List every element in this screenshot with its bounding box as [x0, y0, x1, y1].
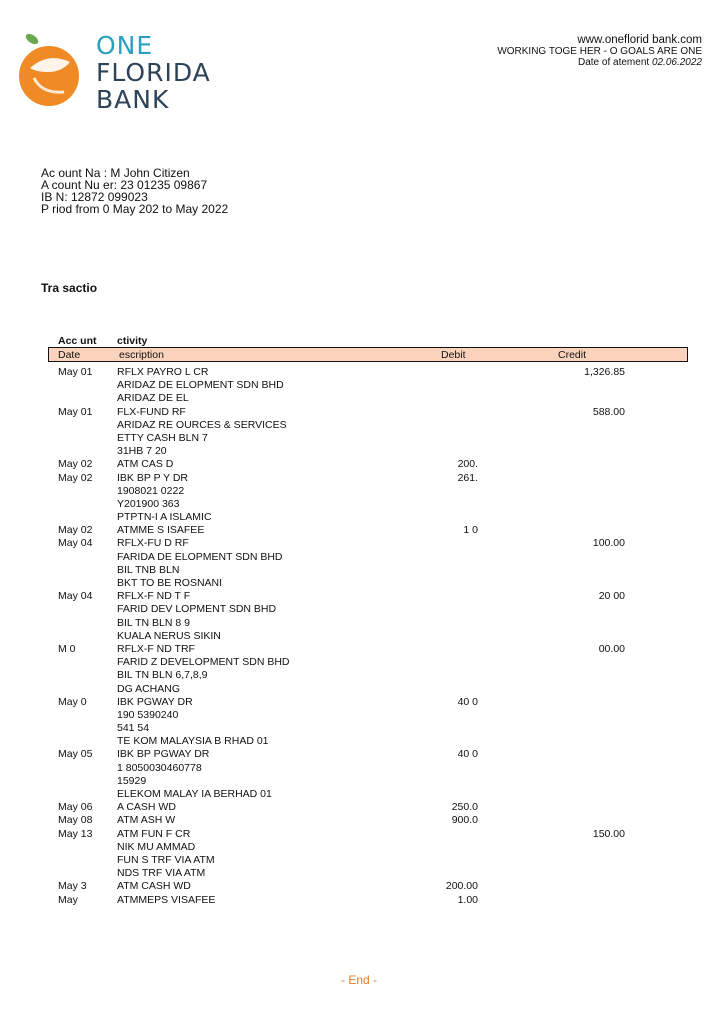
- group-header-activity: ctivity: [117, 335, 148, 347]
- table-row: [0, 748, 718, 761]
- row-debit: 200.: [457, 458, 478, 471]
- row-description: FLX-FUND RF: [117, 405, 186, 418]
- account-iban: IB N: 12872 099023: [41, 190, 148, 204]
- row-description: 31HB 7 20: [117, 445, 167, 458]
- table-row: [0, 603, 718, 616]
- table-row: [0, 683, 718, 696]
- row-date: May 3: [58, 880, 87, 893]
- table-row: [0, 366, 718, 379]
- row-date: May 02: [58, 524, 93, 537]
- row-description: DG ACHANG: [117, 682, 181, 695]
- account-name: Ac ount Na : M John Citizen: [41, 166, 190, 180]
- account-number: A count Nu er: 23 01235 09867: [41, 178, 208, 192]
- table-row: [0, 669, 718, 682]
- row-description: KUALA NERUS SIKIN: [117, 629, 221, 642]
- row-description: 541 54: [117, 722, 150, 735]
- transactions-table: [0, 366, 718, 907]
- row-description: NIK MU AMMAD: [117, 840, 196, 853]
- table-row: [0, 814, 718, 827]
- table-row: [0, 537, 718, 550]
- row-description: ATM CASH WD: [117, 880, 191, 893]
- row-description: IBK BP PGWAY DR: [117, 748, 210, 761]
- row-debit: 250.0: [451, 801, 478, 814]
- group-header-account: Acc unt: [58, 335, 97, 347]
- row-date: M 0: [58, 642, 76, 655]
- table-row: [0, 841, 718, 854]
- row-description: ELEKOM MALAY IA BERHAD 01: [117, 788, 272, 800]
- section-title: Tra sactio: [41, 281, 98, 295]
- table-row: [0, 551, 718, 564]
- table-row: [0, 775, 718, 788]
- row-date: May 02: [58, 458, 93, 471]
- table-row: [0, 828, 718, 841]
- bank-url: www.oneflorid bank.com: [577, 34, 702, 46]
- row-description: FARID Z DEVELOPMENT SDN BHD: [117, 656, 290, 669]
- row-description: ATM FUN F CR: [117, 827, 191, 840]
- row-credit: 20 00: [598, 590, 625, 603]
- row-date: May 06: [58, 801, 93, 814]
- row-description: NDS TRF VIA ATM: [117, 867, 206, 880]
- table-row: [0, 511, 718, 524]
- row-description: A CASH WD: [117, 801, 176, 814]
- row-description: ETTY CASH BLN 7: [117, 431, 208, 444]
- table-row: [0, 524, 718, 537]
- leaf-shape: [24, 32, 40, 46]
- row-description: 15929: [117, 774, 147, 787]
- orange-circle: [19, 46, 79, 106]
- row-date: May 08: [58, 814, 93, 827]
- table-row: [0, 577, 718, 590]
- table-row: [0, 406, 718, 419]
- statement-date-value: 02.06.2022: [651, 57, 702, 68]
- table-row: [0, 762, 718, 775]
- column-header-credit: Credit: [558, 349, 587, 361]
- row-description: Y201900 363: [117, 497, 180, 510]
- row-date: May 01: [58, 366, 93, 378]
- bank-tagline: WORKING TOGE HER - O GOALS ARE ONE: [497, 46, 702, 57]
- row-description: ARIDAZ RE OURCES & SERVICES: [117, 418, 287, 431]
- table-row: [0, 617, 718, 630]
- row-date: May 04: [58, 590, 93, 603]
- row-description: RFLX-F ND T F: [117, 590, 191, 603]
- row-description: ATMME S ISAFEE: [117, 524, 205, 537]
- row-description: ARIDAZ DE EL: [117, 392, 189, 405]
- statement-date: [497, 57, 702, 68]
- table-row: [0, 643, 718, 656]
- row-description: 1 8050030460778: [117, 761, 202, 774]
- row-description: ATM ASH W: [117, 814, 176, 827]
- bank-logo: [18, 32, 238, 112]
- row-debit: 40 0: [457, 748, 478, 761]
- statement-header: [497, 34, 702, 68]
- row-description: BIL TN BLN 6,7,8,9: [117, 669, 208, 682]
- row-description: FARID DEV LOPMENT SDN BHD: [117, 603, 277, 616]
- row-description: IBK PGWAY DR: [117, 695, 193, 708]
- row-description: ARIDAZ DE ELOPMENT SDN BHD: [117, 379, 284, 392]
- row-description: RFLX PAYRO L CR: [117, 366, 209, 378]
- table-row: [0, 880, 718, 893]
- row-date: May: [58, 893, 78, 906]
- row-date: May 02: [58, 471, 93, 484]
- table-row: [0, 630, 718, 643]
- table-row: [0, 867, 718, 880]
- row-description: TE KOM MALAYSIA B RHAD 01: [117, 735, 269, 748]
- bank-name: [96, 32, 211, 113]
- row-description: FUN S TRF VIA ATM: [117, 853, 215, 866]
- row-debit: 1 0: [463, 524, 478, 537]
- table-row: [0, 458, 718, 471]
- row-description: ATMMEPS VISAFEE: [117, 893, 216, 906]
- orange-logo-icon: [18, 32, 90, 112]
- row-description: 190 5390240: [117, 708, 179, 721]
- table-row: [0, 419, 718, 432]
- table-row: [0, 472, 718, 485]
- row-credit: 150.00: [592, 827, 625, 840]
- row-date: May 13: [58, 827, 93, 840]
- bank-name-line-2: FLORIDA: [96, 58, 211, 87]
- row-debit: 200.00: [445, 880, 478, 893]
- table-row: [0, 894, 718, 907]
- row-credit: 100.00: [592, 537, 625, 550]
- table-row: [0, 801, 718, 814]
- row-description: PTPTN-I A ISLAMIC: [117, 511, 212, 524]
- row-date: May 05: [58, 748, 93, 761]
- row-description: 1908021 0222: [117, 484, 185, 497]
- row-debit: 900.0: [451, 814, 478, 827]
- table-row: [0, 788, 718, 801]
- bank-name-line-1: ONE: [96, 31, 154, 60]
- bank-name-line-3: BANK: [96, 85, 170, 114]
- table-row: [0, 735, 718, 748]
- row-date: May 04: [58, 537, 93, 550]
- table-row: [0, 722, 718, 735]
- row-description: BIL TNB BLN: [117, 563, 180, 576]
- row-description: RFLX-FU D RF: [117, 537, 189, 550]
- row-debit: 1.00: [457, 893, 478, 906]
- row-description: BIL TN BLN 8 9: [117, 616, 190, 629]
- row-description: RFLX-F ND TRF: [117, 642, 195, 655]
- table-row: [0, 498, 718, 511]
- account-info: [41, 167, 228, 215]
- end-marker: - End -: [340, 973, 377, 987]
- column-header-description: escription: [119, 349, 164, 361]
- table-row: [0, 485, 718, 498]
- row-description: IBK BP P Y DR: [117, 471, 189, 484]
- column-header-debit: Debit: [441, 349, 466, 361]
- column-header-date: Date: [58, 349, 81, 361]
- table-row: [0, 564, 718, 577]
- table-column-header: [48, 347, 688, 362]
- row-date: May 01: [58, 405, 93, 418]
- row-description: FARIDA DE ELOPMENT SDN BHD: [117, 550, 283, 563]
- row-description: ATM CAS D: [117, 458, 174, 471]
- table-group-header: [58, 335, 698, 347]
- table-row: [0, 392, 718, 405]
- table-row: [0, 379, 718, 392]
- statement-date-label: Date of atement: [578, 57, 650, 68]
- table-row: [0, 590, 718, 603]
- table-row: [0, 656, 718, 669]
- row-credit: 588.00: [592, 405, 625, 418]
- row-credit: 00.00: [598, 642, 625, 655]
- row-date: May 0: [58, 695, 87, 708]
- table-row: [0, 854, 718, 867]
- table-row: [0, 432, 718, 445]
- table-row: [0, 445, 718, 458]
- table-row: [0, 696, 718, 709]
- row-debit: 261.: [457, 471, 478, 484]
- table-row: [0, 709, 718, 722]
- row-description: BKT TO BE ROSNANI: [117, 577, 223, 589]
- row-credit: 1,326.85: [584, 366, 625, 378]
- statement-period: P riod from 0 May 202 to May 2022: [41, 202, 229, 216]
- row-debit: 40 0: [457, 695, 478, 708]
